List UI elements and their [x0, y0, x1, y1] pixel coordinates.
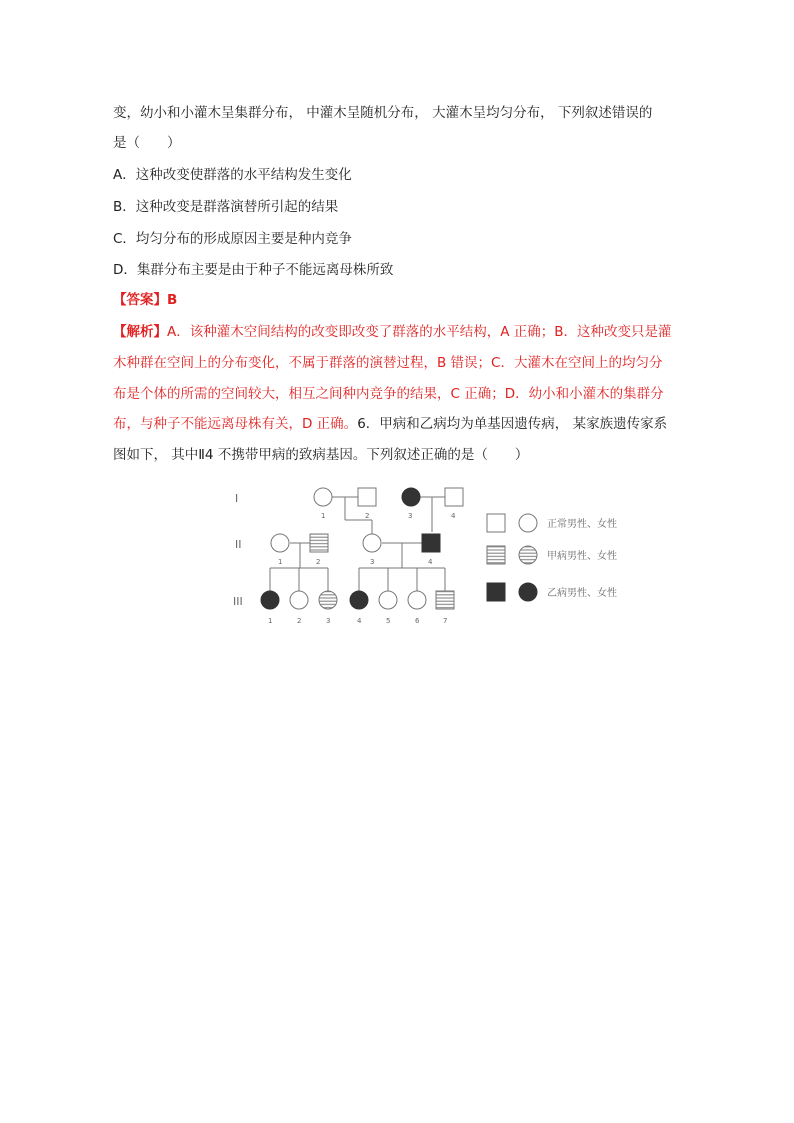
legend-normal-female [519, 514, 537, 532]
svg-text:1: 1 [278, 558, 283, 566]
svg-text:2: 2 [316, 558, 321, 566]
question-line-1: 变，幼小和小灌木呈集群分布， 中灌木呈随机分布， 大灌木呈均匀分布， 下列叙述错误的 [113, 105, 653, 121]
next-question-start: 6．甲病和乙病均为单基因遗传病， 某家族遗传家系 [357, 416, 668, 432]
svg-text:4: 4 [357, 617, 362, 625]
svg-text:1: 1 [321, 512, 326, 520]
option-d: D．集群分布主要是由于种子不能远离母株所致 [113, 262, 394, 278]
ii2-male-a [310, 534, 328, 552]
gen-label-1: I [235, 492, 239, 505]
gen-label-2: II [235, 538, 242, 551]
iii2-female-normal [290, 591, 308, 609]
analysis-text-1: A．该种灌木空间结构的改变即改变了群落的水平结构，A 正确；B．这种改变只是灌 [167, 324, 672, 340]
i4-male-normal [445, 488, 463, 506]
ii1-female-normal [271, 534, 289, 552]
iii7-male-a [436, 591, 454, 609]
legend-b-female [519, 583, 537, 601]
analysis-tag: 【解析】 [113, 324, 167, 340]
legend-b-male [487, 583, 505, 601]
next-question-line-2: 图如下， 其中Ⅱ4 不携带甲病的致病基因。下列叙述正确的是（ ） [113, 447, 529, 463]
answer-line [113, 290, 177, 310]
svg-text:5: 5 [386, 617, 391, 625]
legend-normal-male [487, 514, 505, 532]
legend-a-female [519, 546, 537, 564]
svg-text:3: 3 [370, 558, 375, 566]
i2-male-normal [358, 488, 376, 506]
svg-text:4: 4 [428, 558, 433, 566]
ii3-female-normal [363, 534, 381, 552]
option-a: A．这种改变使群落的水平结构发生变化 [113, 167, 352, 183]
gen-label-3: III [233, 595, 243, 608]
svg-text:3: 3 [326, 617, 331, 625]
i1-female-normal [314, 488, 332, 506]
legend-normal-label: 正常男性、女性 [547, 519, 617, 530]
svg-text:1: 1 [268, 617, 273, 625]
analysis-line-2: 木种群在空间上的分布变化，不属于群落的演替过程，B 错误；C．大灌木在空间上的均匀分 [113, 355, 663, 371]
answer-value: B [167, 292, 178, 308]
analysis-text-4: 布，与种子不能远离母株有关，D 正确。 [113, 416, 358, 432]
iii6-female-normal [408, 591, 426, 609]
legend-b-label: 乙病男性、女性 [547, 588, 617, 599]
svg-text:2: 2 [297, 617, 302, 625]
svg-text:3: 3 [408, 512, 413, 520]
iii5-female-normal [379, 591, 397, 609]
analysis-line-4 [113, 414, 667, 434]
legend-a-male [487, 546, 505, 564]
question-line-2: 是（ ） [113, 135, 181, 151]
iii3-female-a [319, 591, 337, 609]
legend-a-label: 甲病男性、女性 [547, 551, 617, 562]
i3-female-b [402, 488, 420, 506]
analysis-line-1 [113, 322, 672, 342]
svg-text:4: 4 [451, 512, 456, 520]
answer-tag: 【答案】 [113, 292, 167, 308]
pedigree-chart [225, 478, 645, 638]
option-b: B．这种改变是群落演替所引起的结果 [113, 199, 339, 215]
iii1-female-b [261, 591, 279, 609]
analysis-line-3: 布是个体的所需的空间较大，相互之间种内竞争的结果，C 正确；D．幼小和小灌木的集群分 [113, 386, 664, 402]
iii4-female-b [350, 591, 368, 609]
ii4-male-b [422, 534, 440, 552]
svg-text:2: 2 [365, 512, 370, 520]
svg-text:6: 6 [415, 617, 420, 625]
option-c: C．均匀分布的形成原因主要是种内竞争 [113, 231, 352, 247]
svg-text:7: 7 [443, 617, 448, 625]
